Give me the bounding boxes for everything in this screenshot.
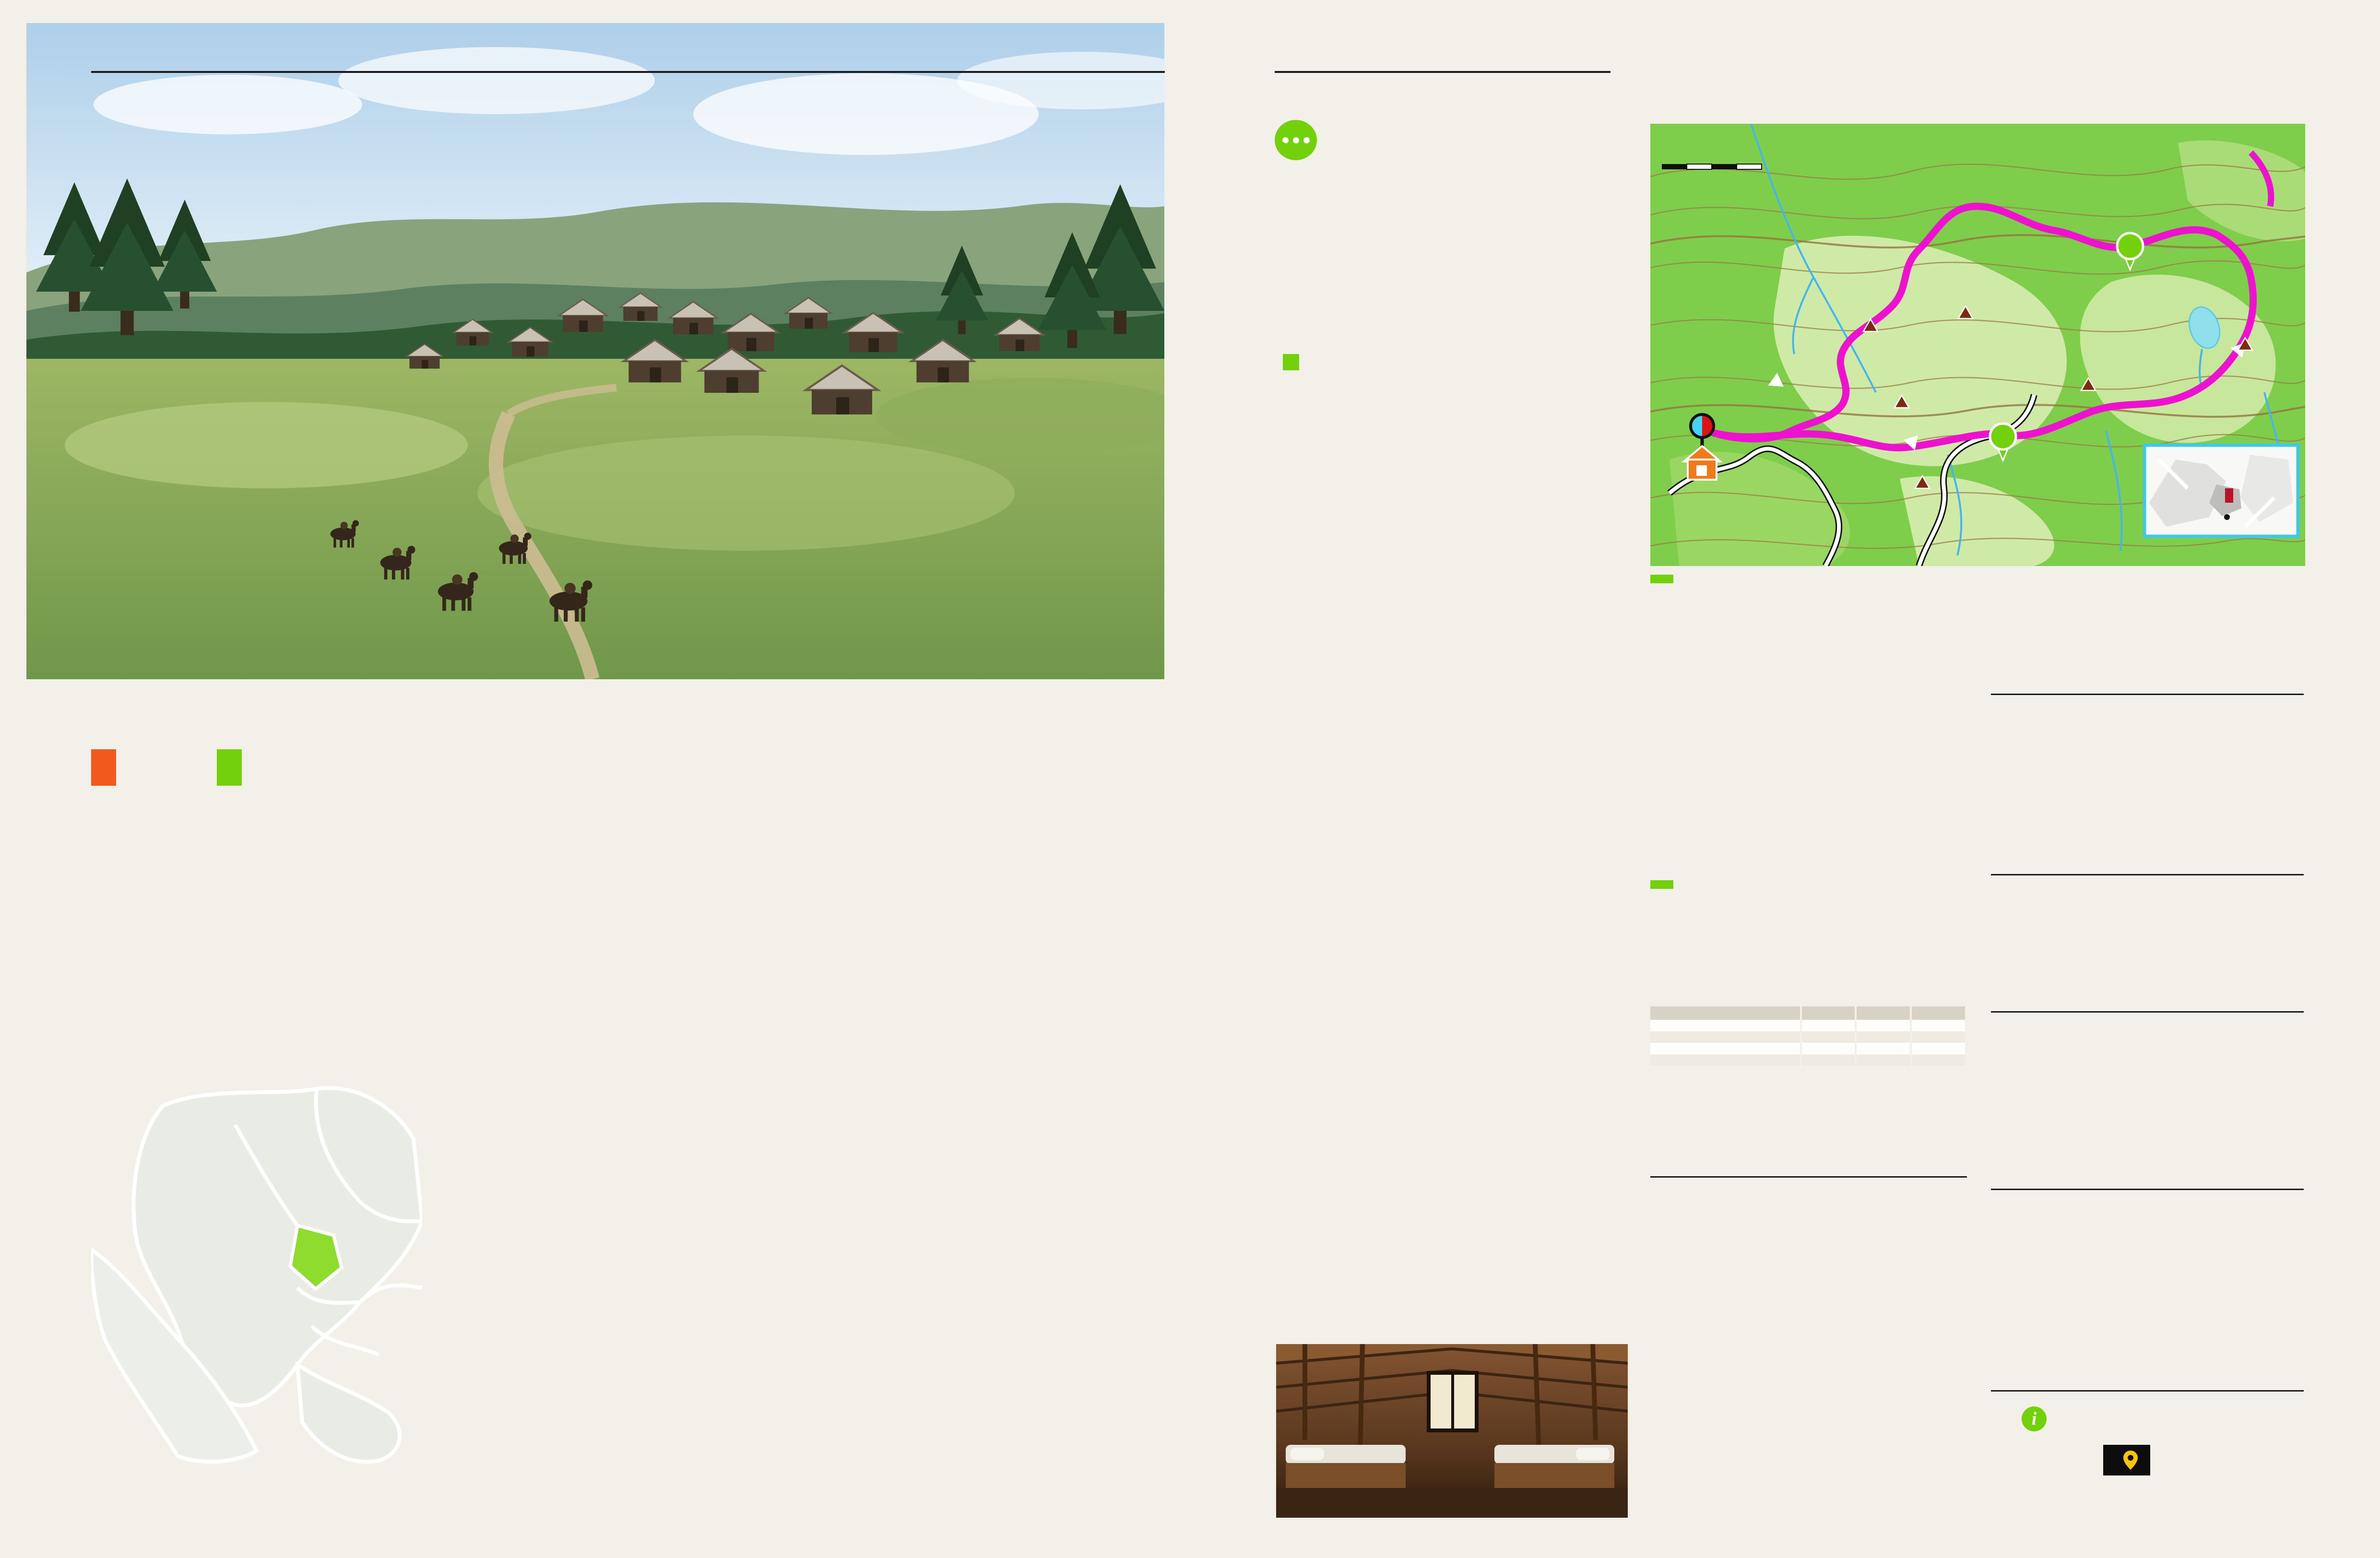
lodge-photo: [1276, 1344, 1628, 1518]
trail-map-art: [1650, 124, 2305, 566]
itineraire-label: [1650, 575, 1673, 583]
gpx-badge-wrap: [2103, 1445, 2150, 1475]
gpx-badge: [2103, 1445, 2150, 1475]
itin-row-dplus: [1650, 681, 1967, 702]
divider: [1650, 1176, 1967, 1178]
table-row: [1650, 1031, 1967, 1043]
cell-mois: [1650, 1020, 1802, 1031]
badge-duration: [91, 749, 116, 786]
hero-photo-art: [26, 23, 1164, 679]
divider: [1991, 694, 2304, 695]
speech-bubble-icon: [1275, 120, 1317, 160]
divider: [1991, 1189, 2304, 1190]
itineraire-details: [1650, 618, 1967, 701]
cell-mini: [1802, 1043, 1857, 1054]
table-row: [1650, 1043, 1967, 1054]
article-col3-p2: [1276, 354, 1628, 375]
map-scale-bar: [1662, 164, 1762, 169]
divider: [1991, 874, 2304, 875]
divider: [1991, 1011, 2304, 1013]
cell-maxi: [1857, 1054, 1912, 1066]
itin-row-depart: [1650, 618, 1967, 639]
location-pin-icon: [2123, 1451, 2138, 1470]
trail-map: [1650, 124, 2305, 566]
bubble-dot: [1282, 137, 1289, 143]
cell-maxi: [1857, 1020, 1912, 1031]
locator-map: [91, 1077, 422, 1465]
article-col1: [428, 1064, 763, 1069]
map-inset: [2144, 445, 2298, 536]
cell-pluie: [1912, 1020, 1967, 1031]
locator-map-art: [91, 1077, 422, 1465]
weather-header-row: [1650, 1006, 1967, 1020]
cell-pluie: [1912, 1043, 1967, 1054]
badge-topic: [217, 749, 242, 786]
footer-left: [91, 1515, 98, 1539]
divider: [1991, 1390, 2304, 1392]
itin-row-distance: [1650, 660, 1967, 681]
cell-mini: [1802, 1054, 1857, 1066]
article-col3: [1276, 354, 1628, 375]
lodge-photo-art: [1276, 1344, 1628, 1518]
bubble-dot: [1293, 137, 1299, 143]
cell-maxi: [1857, 1031, 1912, 1043]
cell-mois: [1650, 1031, 1802, 1043]
th-maxi: [1857, 1006, 1912, 1020]
cell-mois: [1650, 1043, 1802, 1054]
website-row: [2022, 1406, 2055, 1431]
weather-table: [1650, 1006, 1967, 1066]
pratique-label: [1650, 880, 1673, 889]
table-row: [1650, 1054, 1967, 1066]
cell-mois: [1650, 1054, 1802, 1066]
table-row: [1650, 1020, 1967, 1031]
cell-pluie: [1912, 1054, 1967, 1066]
cell-pluie: [1912, 1031, 1967, 1043]
cell-maxi: [1857, 1043, 1912, 1054]
th-mini: [1802, 1006, 1857, 1020]
cell-mini: [1802, 1031, 1857, 1043]
itin-row-duree: [1650, 639, 1967, 660]
th-mois: [1650, 1006, 1802, 1020]
article-end-mark: [1283, 354, 1299, 370]
kicker-rule: [91, 71, 1165, 73]
info-icon: i: [2022, 1406, 2047, 1431]
elevation-chart-art: [1646, 704, 1977, 858]
cell-mini: [1802, 1020, 1857, 1031]
elevation-chart: [1646, 704, 1977, 858]
footer-right: [2298, 1515, 2305, 1539]
bubble-dot: [1303, 137, 1310, 143]
hero-photo: [26, 23, 1164, 679]
right-top-rule: [1275, 71, 1610, 73]
th-pluie: [1912, 1006, 1967, 1020]
